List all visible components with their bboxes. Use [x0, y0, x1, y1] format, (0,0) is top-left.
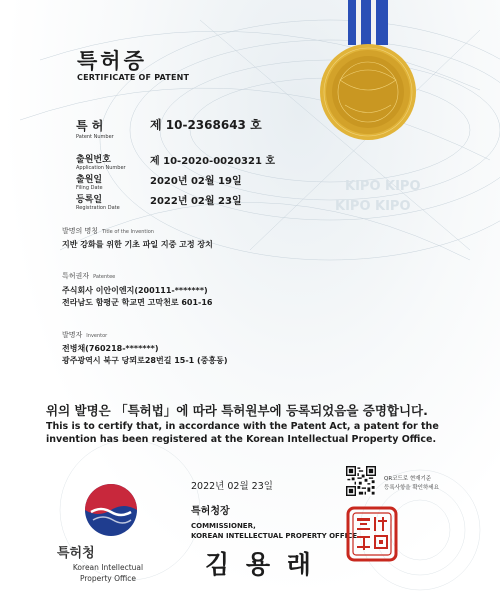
qr-note-line2: 등록사항을 확인하세요 [384, 485, 439, 491]
inventor-label [62, 330, 107, 340]
inventor-label-ko: 발명자 [62, 331, 83, 339]
registration-label-en: Registration Date [76, 205, 120, 211]
patentee-name: 주식회사 이안이엔지(200111-*******) [62, 286, 208, 295]
application-number: 제 10-2020-0020321 호 [150, 156, 276, 167]
certification-text-ko: 위의 발명은 「특허법」에 따라 특허원부에 등록되었음을 증명합니다. [46, 403, 428, 418]
registration-date: 2022년 02월 23일 [150, 196, 242, 207]
issue-date: 2022년 02월 23일 [191, 481, 273, 492]
official-stamp [346, 506, 398, 562]
invention-title: 지반 강화를 위한 기초 파일 지중 고정 장치 [62, 240, 213, 249]
watermark-text: KIPO [335, 199, 371, 214]
qr-note-line1: QR코드로 현재기준 [384, 476, 432, 482]
office-name: 특허청 [57, 546, 95, 561]
document-subtitle: CERTIFICATE OF PATENT [77, 73, 190, 82]
certification-text-en-line2: invention has been registered at the Korean Intellectual Property Office. [46, 434, 437, 445]
office-name-en-line1: Korean Intellectual [72, 563, 144, 572]
application-label: 출원번호 [76, 155, 111, 165]
commissioner-title-en-line2: KOREAN INTELLECTUAL PROPERTY OFFICE [191, 532, 358, 540]
patentee-label-en: Patentee [93, 274, 116, 280]
patentee-address: 전라남도 함평군 학교면 고막천로 601-16 [62, 298, 213, 307]
patent-label-en: Patent Number [76, 134, 114, 140]
application-label-en: Application Number [76, 165, 126, 171]
inventor-address: 광주광역시 북구 당뫼로28번길 15-1 (중흥동) [62, 356, 228, 365]
patent-number: 제 10-2368643 호 [150, 118, 262, 132]
registration-label-group [76, 192, 120, 211]
watermark-text: KIPO [345, 179, 381, 194]
filing-label-group [76, 172, 103, 191]
gold-seal [320, 44, 416, 140]
patentee-label [62, 271, 115, 281]
invention-label-en: Title of the Invention [102, 229, 154, 235]
filing-label: 출원일 [76, 175, 103, 185]
watermark-text: KIPO [375, 199, 411, 214]
application-label-group [76, 152, 126, 171]
document-title: 특허증 [77, 49, 147, 73]
patent-label-group [76, 117, 114, 140]
inventor-label-en: Inventor [86, 333, 108, 339]
invention-label-ko: 발명의 명칭 [62, 227, 99, 235]
registration-label: 등록일 [76, 195, 103, 205]
invention-label [62, 226, 154, 236]
certification-text-en-line1: This is to certify that, in accordance with the Patent Act, a patent for the [46, 421, 439, 432]
commissioner-title-en-line1: COMMISSIONER, [191, 522, 256, 530]
watermark-text: KIPO [385, 179, 421, 194]
filing-label-en: Filing Date [76, 185, 103, 191]
commissioner-title: 특허청장 [191, 506, 230, 517]
patent-label: 특 허 [76, 119, 104, 133]
qr-code [346, 466, 376, 496]
filing-date: 2020년 02월 19일 [150, 176, 242, 187]
inventor-name: 전병채(760218-*******) [62, 344, 159, 353]
kipo-logo-icon [83, 482, 139, 538]
patentee-label-ko: 특허권자 [62, 272, 90, 280]
office-name-en-line2: Property Office [79, 574, 136, 583]
commissioner-signature: 김 용 래 [205, 550, 315, 579]
